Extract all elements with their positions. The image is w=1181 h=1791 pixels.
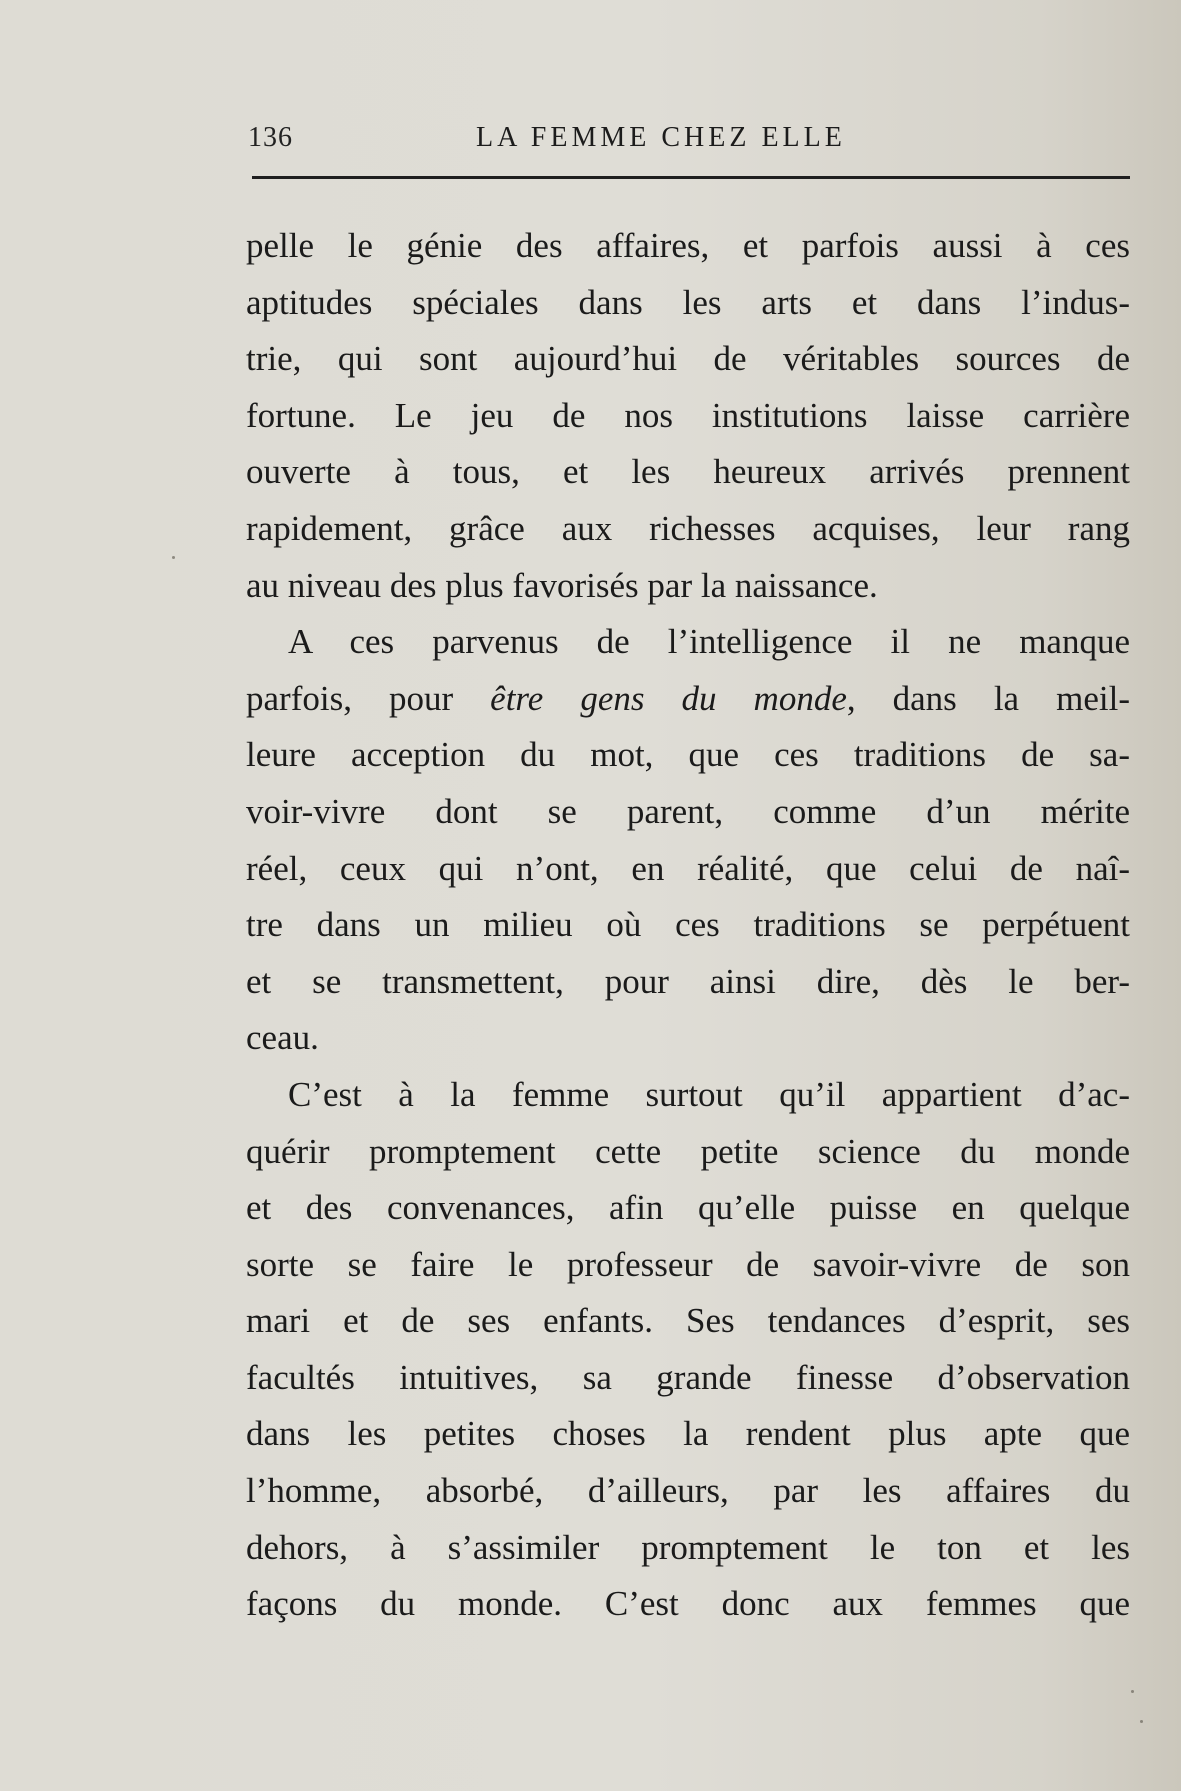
text-line-with-italic — [246, 671, 1130, 728]
paragraph-3 — [246, 1067, 1130, 1633]
text-line: rapidement, grâce aux richesses acquises, leur rang — [246, 508, 1130, 548]
paragraph-1 — [246, 218, 1130, 614]
text-line: aptitudes spéciales dans les arts et dans l’indus- — [246, 282, 1130, 322]
text-line: C’est à la femme surtout qu’il appartient d’ac- — [288, 1074, 1130, 1114]
text-line: pelle le génie des affaires, et parfois aussi à ces — [246, 226, 1130, 265]
text-line: réel, ceux qui n’ont, en réalité, que celui de naî- — [246, 848, 1130, 888]
scan-speck — [172, 556, 175, 559]
header-rule — [252, 176, 1130, 179]
italic-phrase: être gens du monde — [490, 678, 847, 718]
text-line: quérir promptement cette petite science du monde — [246, 1131, 1130, 1171]
running-head — [248, 118, 1130, 158]
running-title: LA FEMME CHEZ ELLE — [476, 122, 846, 153]
scan-speck — [1131, 1690, 1134, 1693]
text-line: ceau. — [246, 1018, 319, 1058]
text-line: tre dans un milieu où ces traditions se perpétuent — [246, 905, 1130, 945]
text-line: sorte se faire le professeur de savoir-vivre de son — [246, 1244, 1130, 1284]
text-line: leure acception du mot, que ces traditions de sa- — [246, 735, 1130, 775]
text-line: trie, qui sont aujourd’hui de véritables sources de — [246, 339, 1130, 379]
text-line: dans les petites choses la rendent plus apte que — [246, 1414, 1130, 1454]
text-line: A ces parvenus de l’intelligence il ne manque — [288, 622, 1130, 662]
text-line: l’homme, absorbé, d’ailleurs, par les affaires du — [246, 1471, 1130, 1511]
text-segment: parfois, pour — [246, 678, 491, 718]
text-line: au niveau des plus favorisés par la naissance. — [246, 565, 878, 605]
text-line: et se transmettent, pour ainsi dire, dès le ber- — [246, 961, 1130, 1001]
text-line: voir-vivre dont se parent, comme d’un mérite — [246, 791, 1130, 831]
body-text — [246, 218, 1130, 1633]
paragraph-2 — [246, 614, 1130, 1067]
text-line: ouverte à tous, et les heureux arrivés prennent — [246, 452, 1130, 492]
text-line: fortune. Le jeu de nos institutions laisse carrière — [246, 395, 1130, 435]
text-line: et des convenances, afin qu’elle puisse en quelque — [246, 1188, 1130, 1228]
text-line: dehors, à s’assimiler promptement le ton et les — [246, 1527, 1130, 1567]
text-line: facultés intuitives, sa grande finesse d’observation — [246, 1357, 1130, 1397]
text-line: façons du monde. C’est donc aux femmes que — [246, 1584, 1130, 1624]
scan-speck — [1140, 1720, 1143, 1723]
text-segment: , dans la meil- — [846, 678, 1130, 718]
text-line: mari et de ses enfants. Ses tendances d’esprit, ses — [246, 1301, 1130, 1341]
page-number: 136 — [248, 122, 293, 153]
